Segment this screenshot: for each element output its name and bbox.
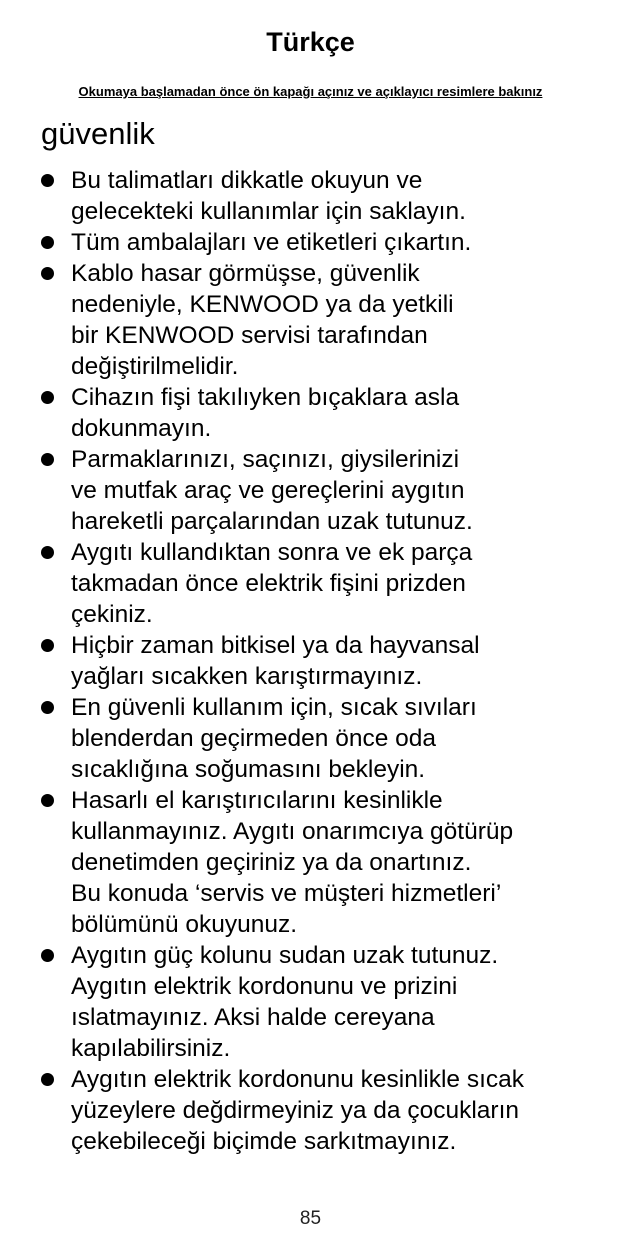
bullet-icon — [41, 267, 54, 280]
list-item-text: En güvenli kullanım için, sıcak sıvıları blenderdan geçirmeden önce oda sıcaklığına soğumasını bekleyin. — [71, 694, 477, 783]
list-item-text: Aygıtı kullandıktan sonra ve ek parça takmadan önce elektrik fişini prizden çekiniz. — [71, 539, 473, 628]
bullet-icon — [41, 701, 54, 714]
instruction-note: Okumaya başlamadan önce ön kapağı açınız ve açıklayıcı resimlere bakınız — [78, 84, 543, 99]
bullet-icon — [41, 794, 54, 807]
list-item-text: Hasarlı el karıştırıcılarını kesinlikle kullanmayınız. Aygıtı onarımcıya götürüp denetimden geçiriniz ya da onartınız. Bu konuda ‘servis ve müşteri hizmetleri’ bölümünü okuyunuz. — [71, 787, 514, 938]
bullet-icon — [41, 453, 54, 466]
list-item — [40, 227, 600, 258]
list-item — [40, 785, 600, 940]
list-item — [40, 692, 600, 785]
list-item — [40, 444, 600, 537]
bullet-icon — [41, 639, 54, 652]
bullet-icon — [41, 236, 54, 249]
list-item-text: Aygıtın elektrik kordonunu kesinlikle sıcak yüzeylere değdirmeyiniz ya da çocukların çekebileceği biçimde sarkıtmayınız. — [71, 1066, 525, 1155]
bullet-icon — [41, 949, 54, 962]
bullet-icon — [41, 391, 54, 404]
list-item-text: Aygıtın güç kolunu sudan uzak tutunuz. Aygıtın elektrik kordonunu ve prizini ıslatmayınız. Aksi halde cereyana kapılabilirsiniz. — [71, 942, 499, 1062]
bullet-icon — [41, 174, 54, 187]
list-item-text: Parmaklarınızı, saçınızı, giysilerinizi ve mutfak araç ve gereçlerini aygıtın hareketli parçalarından uzak tutunuz. — [71, 446, 473, 535]
list-item — [40, 258, 600, 382]
list-item-text: Tüm ambalajları ve etiketleri çıkartın. — [71, 229, 472, 256]
list-item — [40, 630, 600, 692]
list-item — [40, 382, 600, 444]
section-title: güvenlik — [41, 116, 155, 151]
list-item — [40, 1064, 600, 1157]
safety-list — [40, 165, 600, 1157]
bullet-icon — [41, 1073, 54, 1086]
list-item-text: Bu talimatları dikkatle okuyun ve gelecekteki kullanımlar için saklayın. — [71, 167, 466, 225]
list-item-text: Cihazın fişi takılıyken bıçaklara asla dokunmayın. — [71, 384, 460, 442]
list-item-text: Kablo hasar görmüşse, güvenlik nedeniyle, KENWOOD ya da yetkili bir KENWOOD servisi tarafından değiştirilmelidir. — [71, 260, 454, 380]
list-item — [40, 165, 600, 227]
list-item — [40, 940, 600, 1064]
bullet-icon — [41, 546, 54, 559]
list-item — [40, 537, 600, 630]
page-number: 85 — [299, 1208, 322, 1229]
page-heading: Türkçe — [266, 27, 355, 57]
list-item-text: Hiçbir zaman bitkisel ya da hayvansal yağları sıcakken karıştırmayınız. — [71, 632, 480, 690]
